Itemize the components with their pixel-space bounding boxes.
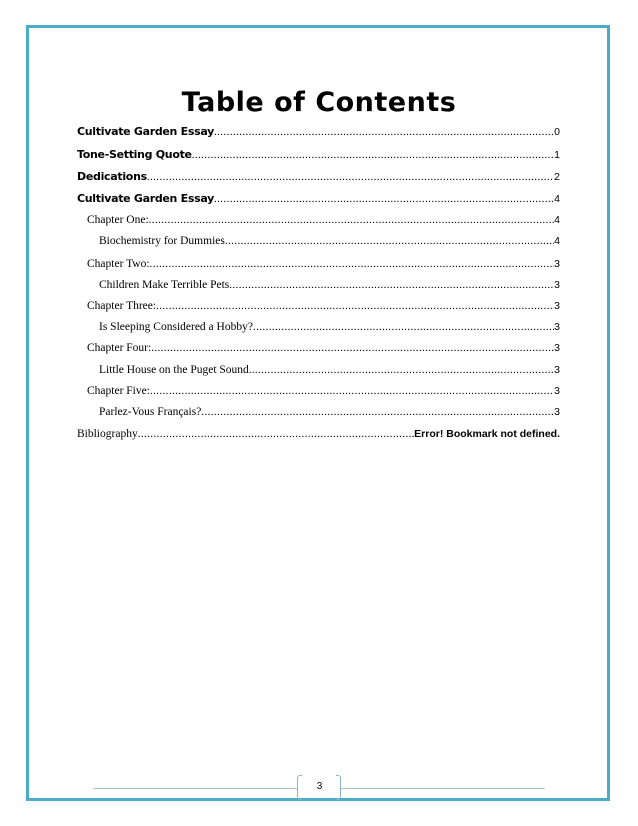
footer-rule-left [93, 788, 298, 789]
toc-entry-page: 3 [554, 342, 560, 354]
toc-entry-page: 2 [554, 171, 560, 183]
toc-entry[interactable] [99, 362, 560, 378]
toc-entry[interactable] [87, 212, 560, 228]
toc-entry-text: Cultivate Garden Essay [77, 192, 214, 205]
toc-dot-leader [253, 319, 554, 335]
footer-bracket-left [297, 775, 302, 800]
toc-entry-text: Chapter Three: [87, 300, 157, 312]
toc-dot-leader [156, 298, 554, 314]
toc-entry[interactable] [77, 169, 560, 185]
toc-dot-leader [151, 340, 554, 356]
toc-entry-text: Bibliography [77, 428, 138, 440]
toc-dot-leader [252, 362, 554, 378]
toc-entry-text: Chapter Four: [87, 342, 152, 354]
toc-entry-page-error: Error! Bookmark not defined. [414, 428, 560, 440]
toc-entry-text: Parlez-Vous Français? [99, 406, 202, 418]
toc-entry-page: 3 [554, 385, 560, 397]
footer-rule-right [341, 788, 545, 789]
toc-entry[interactable] [77, 426, 560, 442]
toc-entry-page: 4 [554, 193, 560, 205]
toc-entry-page: 3 [554, 279, 560, 291]
toc-entry[interactable] [99, 277, 560, 293]
toc-entry[interactable] [99, 404, 560, 420]
toc-dot-leader [214, 191, 554, 207]
toc-entry-text: Cultivate Garden Essay [77, 125, 214, 138]
toc-dot-leader [150, 383, 554, 399]
toc-dot-leader [229, 277, 554, 293]
toc-dot-leader [214, 124, 554, 140]
toc-entry-text: Chapter Five: [87, 385, 150, 397]
toc-entry[interactable] [77, 124, 560, 140]
toc-entry[interactable] [87, 340, 560, 356]
toc-dot-leader [192, 147, 554, 163]
toc-entry-page: 3 [554, 258, 560, 270]
toc-title: Table of Contents [181, 87, 457, 118]
toc-dot-leader [149, 212, 555, 228]
toc-entry[interactable] [77, 147, 560, 163]
toc-dot-leader [147, 169, 554, 185]
toc-dot-leader [201, 404, 554, 420]
toc-entry-page: 3 [554, 364, 560, 376]
toc-entry[interactable] [99, 319, 560, 335]
toc-entry-text: Is Sleeping Considered a Hobby? [99, 321, 253, 333]
toc-entry-text: Chapter Two: [87, 258, 150, 270]
toc-entry[interactable] [77, 191, 560, 207]
toc-entry[interactable] [87, 298, 560, 314]
toc-entry-page: 3 [554, 406, 560, 418]
toc-dot-leader [138, 426, 414, 442]
toc-entry-text: Tone-Setting Quote [77, 148, 192, 161]
toc-entry-page: 1 [554, 149, 560, 161]
toc-entry-page: 3 [554, 300, 560, 312]
toc-dot-leader [150, 256, 555, 272]
toc-entry-text: Biochemistry for Dummies [99, 235, 225, 247]
toc-entry-page: 0 [554, 126, 560, 138]
toc-entry-text: Chapter One: [87, 214, 149, 226]
toc-entry-text: Little House on the Puget Sound. [99, 364, 252, 376]
toc-entry-text: Children Make Terrible Pets [99, 279, 230, 291]
toc-entry-page: 4 [554, 214, 560, 226]
toc-entry-page: 3 [554, 321, 560, 333]
toc-dot-leader [225, 233, 554, 249]
toc-entry-text: Dedications [77, 170, 147, 183]
toc-entry-page: 4 [554, 235, 560, 247]
footer-page-number: 3 [316, 781, 323, 792]
toc-entry[interactable] [99, 233, 560, 249]
toc-entry[interactable] [87, 383, 560, 399]
toc-entry[interactable] [87, 256, 560, 272]
